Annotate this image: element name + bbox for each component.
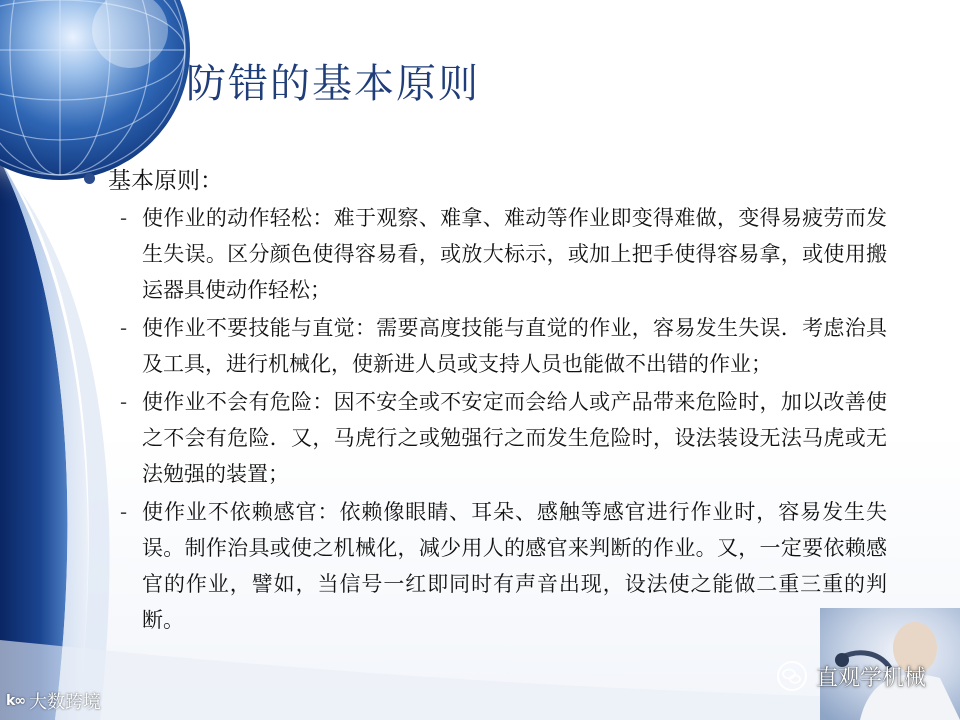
wechat-watermark — [776, 660, 926, 692]
slide-title: 防错的基本原则 — [186, 61, 480, 107]
sub-bullet-4 — [78, 494, 908, 638]
sub-bullet-3 — [78, 384, 908, 492]
dash-marker: - — [120, 390, 128, 414]
slide-content — [78, 158, 908, 638]
dash-marker: - — [120, 206, 128, 230]
watermark-right-text: 直观学机械 — [815, 665, 926, 691]
sub-bullet-text: 使作业不会有危险：因不安全或不安定而会给人或产品带来危险时，加以改善使之不会有危险．又，马虎行之或勉强行之而发生危险时，设法装设无法马虎或无法勉强的装置； — [142, 390, 887, 486]
sub-bullet-text: 使作业不依赖感官：依赖像眼睛、耳朵、感触等感官进行作业时，容易发生失误。制作治具或使之机械化，减少用人的感官来判断的作业。又，一定要依赖感官的作业，譬如，当信号一红即同时有声音出现，设法使之能做二重三重的判断。 — [142, 500, 887, 632]
bottom-left-watermark — [6, 688, 101, 714]
watermark-left-text: 大数跨境 — [28, 692, 101, 713]
sub-bullet-1 — [78, 200, 908, 308]
watermark-logo: k∞ — [6, 693, 25, 709]
sub-bullet-2 — [78, 310, 908, 382]
main-bullet-text: 基本原则： — [108, 167, 223, 194]
bullet-dot-icon — [84, 173, 95, 184]
sub-bullet-text: 使作业的动作轻松：难于观察、难拿、难动等作业即变得难做，变得易疲劳而发生失误。区分颜色使得容易看，或放大标示，或加上把手使得容易拿，或使用搬运器具使动作轻松； — [142, 206, 887, 302]
dash-marker: - — [120, 500, 128, 524]
dash-marker: - — [120, 316, 128, 340]
main-bullet — [78, 158, 908, 198]
sub-bullet-text: 使作业不要技能与直觉：需要高度技能与直觉的作业，容易发生失误．考虑治具及工具，进行机械化，使新进人员或支持人员也能做不出错的作业； — [142, 316, 887, 376]
globe-graphic — [0, 0, 190, 180]
wechat-icon — [776, 660, 808, 692]
